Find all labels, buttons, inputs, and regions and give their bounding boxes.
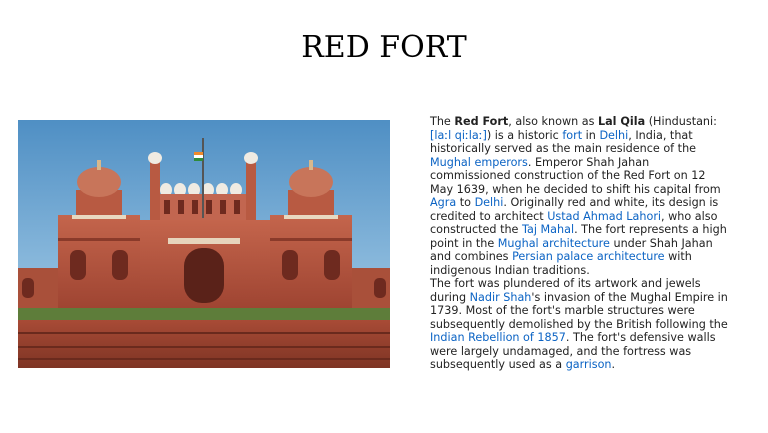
text-run: , India, that historically served as the main residence of the <box>430 128 697 155</box>
link-delhi-2[interactable]: Delhi <box>474 196 504 209</box>
page-title: RED FORT <box>301 30 467 65</box>
link-indian-rebellion[interactable]: Indian Rebellion of 1857 <box>430 331 566 344</box>
article-paragraph-1 <box>430 115 730 277</box>
bold-name: Red Fort <box>454 115 509 128</box>
link-delhi[interactable]: Delhi <box>599 128 629 142</box>
bold-alt-name: Lal Qila <box>598 115 646 128</box>
link-taj-mahal[interactable]: Taj Mahal <box>522 223 575 236</box>
link-ipa[interactable]: [laːl qiːlaː] <box>430 128 487 142</box>
text-run: ) is a historic <box>486 128 563 142</box>
link-garrison[interactable]: garrison <box>565 358 612 371</box>
link-nadir-shah[interactable]: Nadir Shah <box>469 290 532 304</box>
link-persian-palace-architecture[interactable]: Persian palace architecture <box>512 250 665 263</box>
text-run: with indigenous Indian traditions. <box>430 250 692 277</box>
article-text <box>430 115 730 372</box>
text-run: . Originally red and white, its design is credited to architect <box>430 196 719 223</box>
link-mughal-emperors[interactable]: Mughal emperors <box>430 155 528 169</box>
text-run: The <box>430 115 455 128</box>
text-run: . The fort represents a high point in the <box>430 223 727 250</box>
text-run: . The fort's defensive walls were largely undamaged, and the fortress was subsequently used as a <box>430 331 716 371</box>
text-run: The fort was plundered of its artwork and jewels during <box>430 277 701 304</box>
text-run: under Shah Jahan and combines <box>430 236 713 263</box>
text-run: to <box>456 196 475 209</box>
text-run: . <box>611 358 616 371</box>
text-run: (Hindustani: <box>645 115 717 128</box>
text-run: 's invasion of the Mughal Empire in 1739. Most of the fort's marble structures were subsequently demolished by the British following the <box>430 290 728 331</box>
link-fort[interactable]: fort <box>562 128 583 142</box>
link-agra[interactable]: Agra <box>430 196 457 209</box>
link-mughal-architecture[interactable]: Mughal architecture <box>497 236 610 250</box>
text-run: in <box>582 128 600 142</box>
link-ustad-ahmad-lahori[interactable]: Ustad Ahmad Lahori <box>547 209 662 223</box>
text-run: , who also constructed the <box>430 209 718 236</box>
text-run: . Emperor Shah Jahan commissioned construction of the Red Fort on 12 May 1639, when he decided to shift his capital from <box>430 155 721 196</box>
red-fort-photo <box>18 120 390 368</box>
text-run: , also known as <box>508 115 598 128</box>
article-paragraph-2 <box>430 277 730 372</box>
